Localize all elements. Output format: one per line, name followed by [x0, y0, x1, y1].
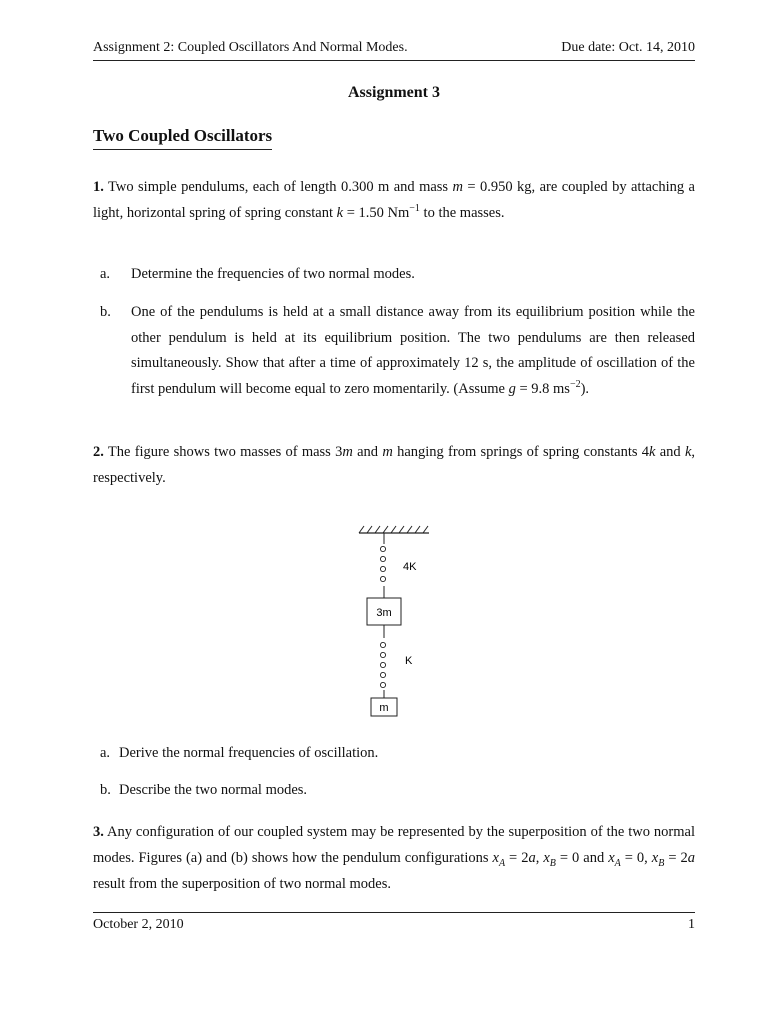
question-2a: a. Derive the normal frequencies of oscillation.: [100, 745, 379, 761]
spring-mass-figure: [343, 518, 443, 723]
question-2b: b. Describe the two normal modes.: [100, 782, 308, 798]
page-header: [93, 40, 695, 61]
section-heading: Two Coupled Oscillators: [93, 126, 272, 150]
spring-label-k: K: [405, 655, 413, 667]
spring-4k: [380, 546, 385, 581]
footer-page-number: 1: [688, 917, 695, 932]
page-footer: [93, 912, 695, 932]
question-2: 2. The figure shows two masses of mass 3m and m hanging from springs of spring constants 4k and k, respectively.: [93, 444, 695, 486]
footer-date: October 2, 2010: [93, 917, 184, 932]
header-due-date: Due date: Oct. 14, 2010: [561, 40, 695, 55]
question-1a: a. Determine the frequencies of two normal modes.: [100, 266, 415, 282]
header-title: Assignment 2: Coupled Oscillators And Normal Modes.: [93, 40, 408, 55]
question-1b: b. One of the pendulums is held at a small distance away from its equilibrium position while the other pendulum is held at its equilibrium position. The two pendulums are then released simultaneously. Show that after a time of approximately 12 s, the amplitude of oscillation of the first pendulum will become equal to zero momentarily. (Assume g = 9.8 $ms^{-2}$).: [100, 304, 695, 397]
q1-number: 1.: [93, 179, 104, 195]
document-page: [93, 0, 695, 1024]
question-3: 3. Any configuration of our coupled system may be represented by the superposition of the two normal modes. Figures (a) and (b) shows how the pendulum configurations $x_A = 2a$, $x_B = 0$ and $x_A = 0$, $x_B = 2a$ result from the superposition of two normal modes.: [93, 824, 695, 892]
spring-label-4k: 4K: [403, 561, 417, 573]
spring-k: [380, 642, 385, 687]
mass-label-m: m: [379, 702, 389, 714]
mass-label-3m: 3m: [376, 607, 392, 619]
assignment-title: Assignment 3: [347, 84, 440, 101]
question-1: 1. Two simple pendulums, each of length 0.300 m and mass m = 0.950 kg, are coupled by attaching a light, horizontal spring of spring constant k = 1.50 $Nm^{-1}$ to the masses.: [93, 179, 695, 221]
q3-number: 3.: [93, 824, 104, 840]
q2-number: 2.: [93, 444, 104, 460]
ceiling-hatch: [359, 526, 428, 533]
